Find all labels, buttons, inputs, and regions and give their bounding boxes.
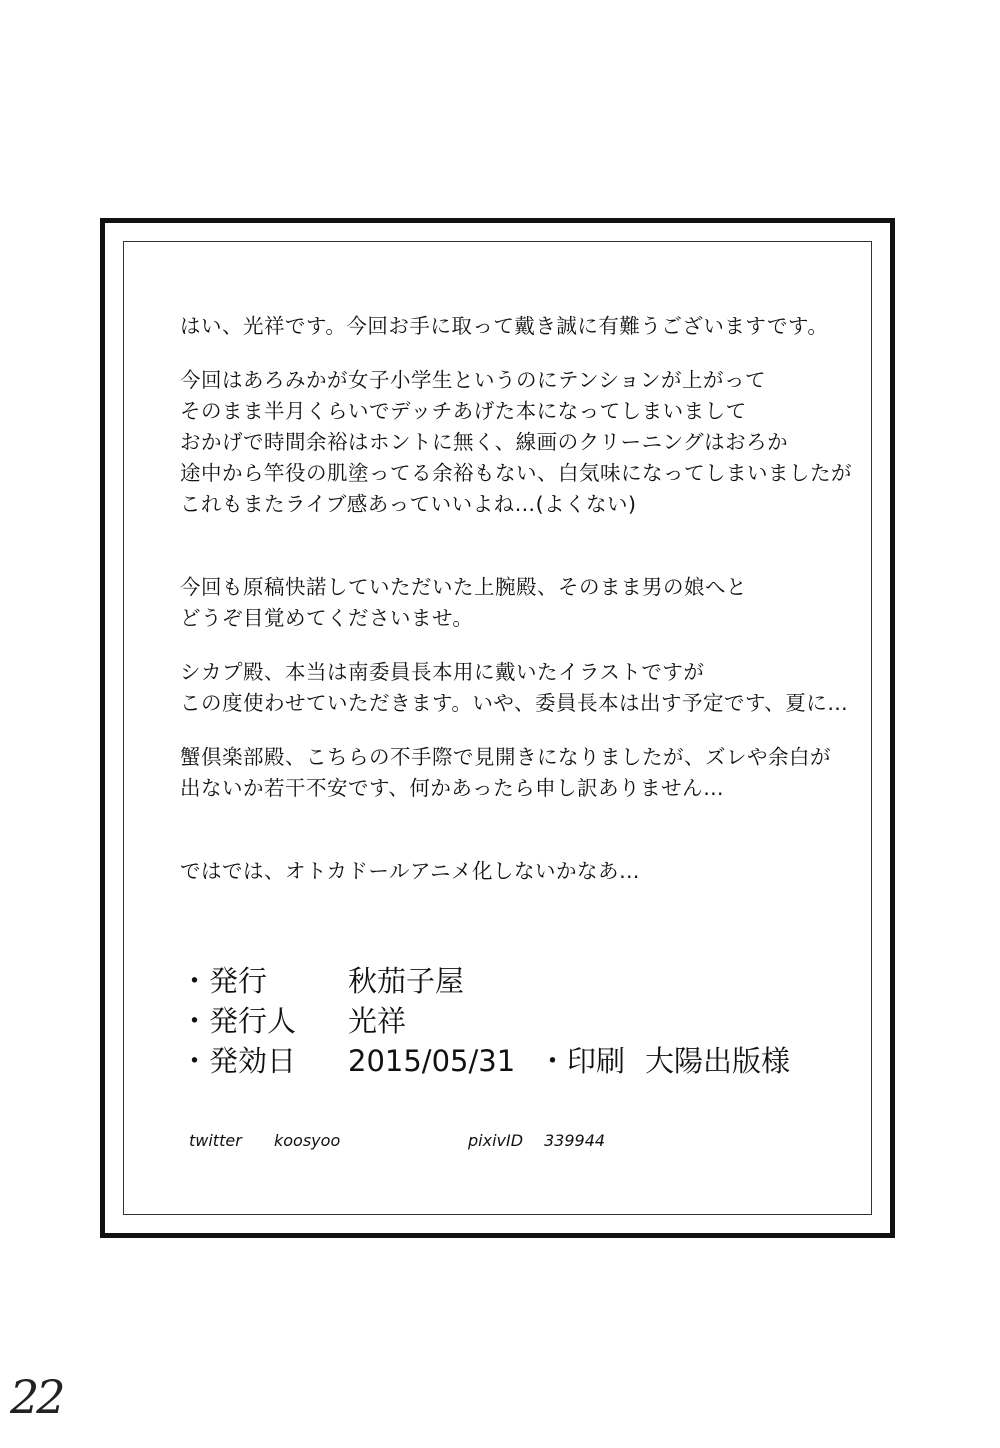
colophon xyxy=(180,961,880,1081)
message-line: 今回も原稿快諾していただいた上腕殿、そのまま男の娘へと xyxy=(180,575,747,599)
message-line: これもまたライブ感あっていいよね…(よくない) xyxy=(180,492,637,516)
message-line: この度使わせていただきます。いや、委員長本は出す予定です、夏に… xyxy=(180,691,849,715)
social-ids xyxy=(189,1129,789,1153)
outer-frame xyxy=(100,218,895,1238)
twitter-label: twitter xyxy=(189,1131,242,1150)
pixiv-label: pixivID xyxy=(468,1131,524,1150)
print-value: 大陽出版様 xyxy=(645,1044,791,1078)
message-line: おかげで時間余裕はホントに無く、線画のクリーニングはおろか xyxy=(180,430,789,454)
page-number: 22 xyxy=(10,1370,63,1424)
publisher-label: ・発行 xyxy=(180,964,268,998)
date-label: ・発効日 xyxy=(180,1044,297,1078)
message-line: 今回はあろみかが女子小学生というのにテンションが上がって xyxy=(180,368,767,392)
message-line: 途中から竿役の肌塗ってる余裕もない、白気味になってしまいましたが xyxy=(180,461,852,485)
message-line: 蟹倶楽部殿、こちらの不手際で見開きになりましたが、ズレや余白が xyxy=(180,745,831,769)
message-line: シカプ殿、本当は南委員長本用に戴いたイラストですが xyxy=(180,660,705,684)
issuer-label: ・発行人 xyxy=(180,1004,297,1038)
message-paragraph-thanks-2 xyxy=(180,657,880,719)
pixiv-id: 339944 xyxy=(544,1131,606,1150)
print-label: ・印刷 xyxy=(538,1044,626,1078)
message-line: 出ないか若干不安です、何かあったら申し訳ありません… xyxy=(180,776,725,800)
message-line: ではでは、オトカドールアニメ化しないかなあ… xyxy=(180,859,640,883)
message-line: はい、光祥です。今回お手に取って戴き誠に有難うございますです。 xyxy=(180,314,829,338)
message-paragraph-thanks-1 xyxy=(180,572,880,634)
message-paragraph-closing xyxy=(180,856,880,887)
message-paragraph-production xyxy=(180,365,880,520)
message-paragraph-greeting xyxy=(180,311,880,342)
message-paragraph-thanks-3 xyxy=(180,742,880,804)
colophon-row-issuer xyxy=(180,1001,880,1041)
message-line: そのまま半月くらいでデッチあげた本になってしまいまして xyxy=(180,399,747,423)
colophon-row-date xyxy=(180,1041,880,1081)
issuer-value: 光祥 xyxy=(348,1004,407,1038)
afterword-message xyxy=(180,311,880,887)
publisher-value: 秋茄子屋 xyxy=(348,964,465,998)
colophon-row-publisher xyxy=(180,961,880,1001)
message-line: どうぞ目覚めてくださいませ。 xyxy=(180,606,474,630)
date-value: 2015/05/31 xyxy=(348,1044,516,1078)
twitter-id: koosyoo xyxy=(274,1131,341,1150)
